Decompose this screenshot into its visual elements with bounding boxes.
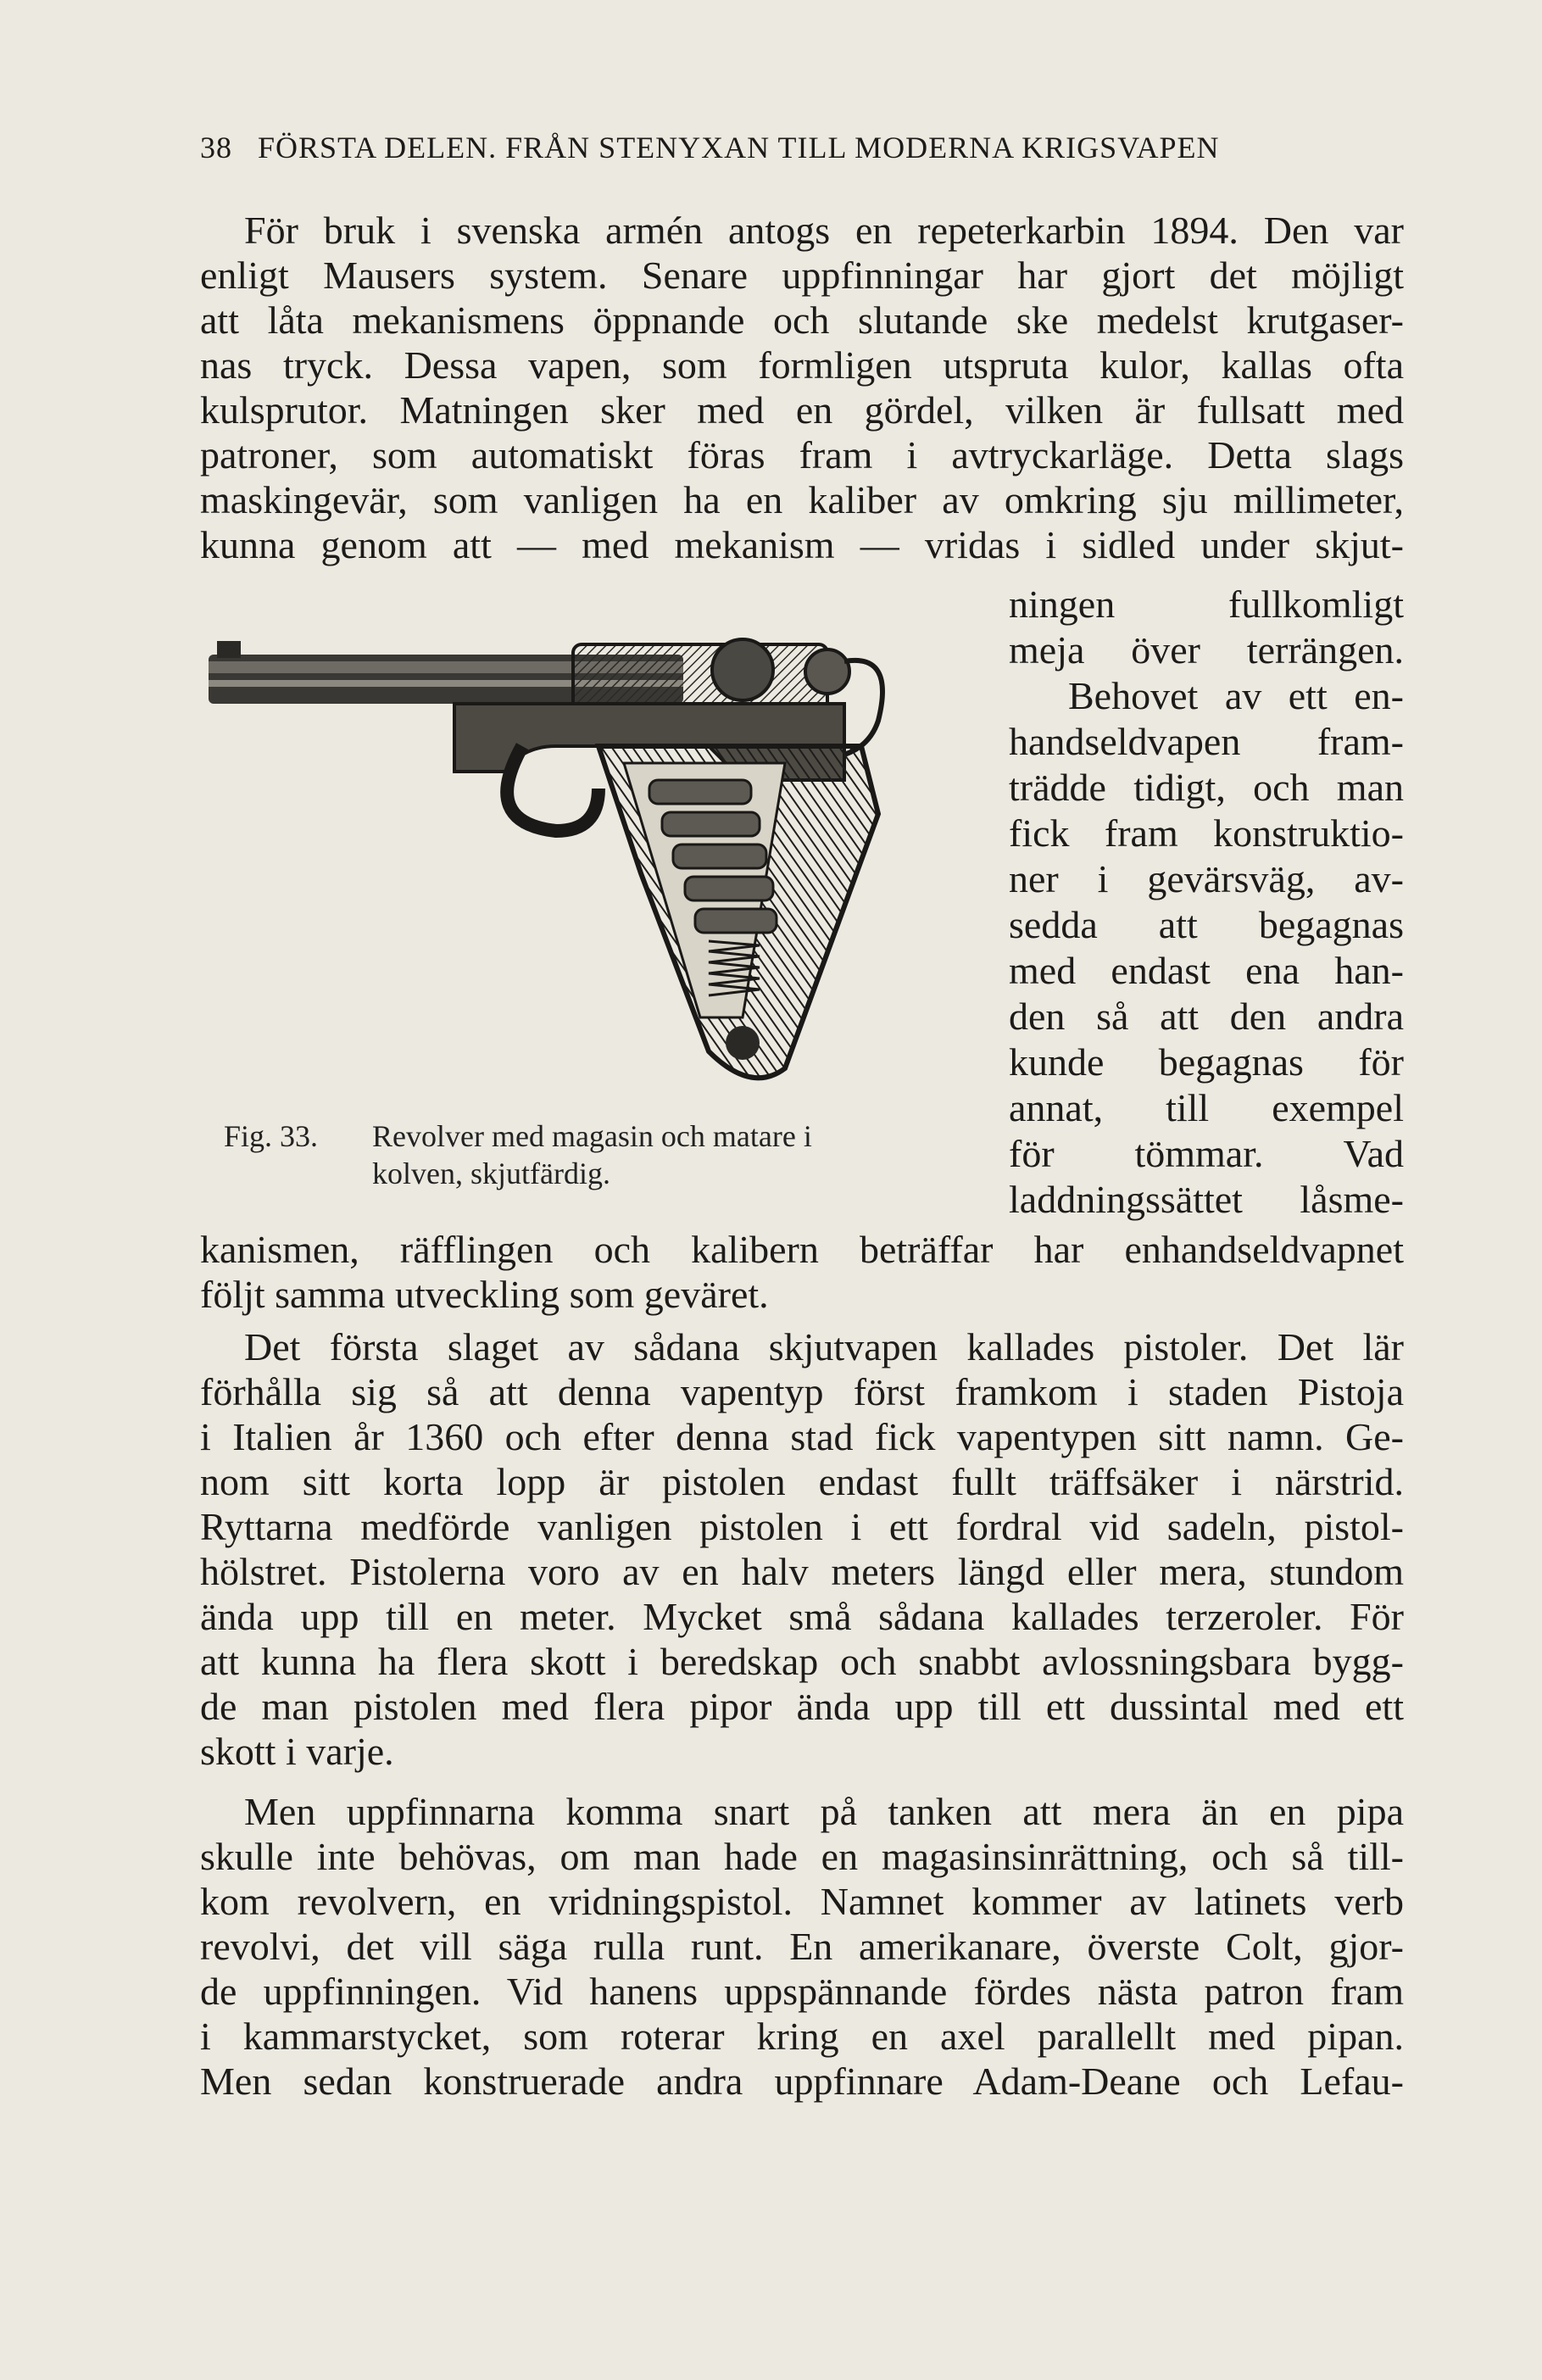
- text-line: fick fram konstruktio-: [1009, 811, 1404, 855]
- text-line: ända upp till en meter. Mycket små sådana kallades terzeroler. För: [200, 1595, 1404, 1638]
- caption-text: kolven, skjutfärdig.: [372, 1157, 610, 1190]
- text-line: förhålla sig så att denna vapentyp först framkom i staden Pistoja: [200, 1370, 1404, 1413]
- text-line: patroner, som automatiskt föras fram i avtryckarläge. Detta slags: [200, 433, 1404, 477]
- text-line: att låta mekanismens öppnande och slutande ske medelst krutgaser-: [200, 298, 1404, 342]
- text-line: med endast ena han-: [1009, 949, 1404, 992]
- text-line: att kunna ha flera skott i beredskap och snabbt avlossningsbara bygg-: [200, 1640, 1404, 1683]
- text-line: skulle inte behövas, om man hade en magasinsinrättning, och så till-: [200, 1835, 1404, 1878]
- text-line: skott i varje.: [200, 1730, 394, 1773]
- text-line: kulsprutor. Matningen sker med en gördel, vilken är fullsatt med: [200, 388, 1404, 432]
- text-line: den så att den andra: [1009, 995, 1404, 1038]
- figure-number: Fig. 33.: [224, 1119, 319, 1153]
- text-line: Det första slaget av sådana skjutvapen kallades pistoler. Det lär: [244, 1325, 1404, 1368]
- text-line: i Italien år 1360 och efter denna stad fick vapentypen sitt namn. Ge-: [200, 1415, 1404, 1458]
- text-line: ner i gevärsväg, av-: [1009, 857, 1404, 900]
- text-line: följt samma utveckling som geväret.: [200, 1273, 769, 1316]
- text-line: kom revolvern, en vridningspistol. Namnet kommer av latinets verb: [200, 1880, 1404, 1923]
- text-line: de uppfinningen. Vid hanens uppspännande fördes nästa patron fram: [200, 1970, 1404, 2013]
- text-line: Men uppfinnarna komma snart på tanken att mera än en pipa: [244, 1790, 1404, 1833]
- text-line: För bruk i svenska armén antogs en repeterkarbin 1894. Den var: [244, 209, 1404, 252]
- text-line: kunna genom att — med mekanism — vridas i sidled under skjut-: [200, 523, 1404, 566]
- text-line: hölstret. Pistolerna voro av en halv meters längd eller mera, stundom: [200, 1550, 1404, 1593]
- text-line: handseldvapen fram-: [1009, 720, 1404, 763]
- text-line: Men sedan konstruerade andra uppfinnare Adam-Deane och Lefau-: [200, 2060, 1404, 2103]
- text-line: annat, till exempel: [1009, 1086, 1404, 1129]
- figure: [200, 619, 946, 1190]
- text-line: nas tryck. Dessa vapen, som formligen utspruta kulor, kallas ofta: [200, 343, 1404, 387]
- text-line: kanismen, räfflingen och kalibern beträffar har enhandseldvapnet: [200, 1228, 1404, 1271]
- text-line: maskingevär, som vanligen ha en kaliber av omkring sju millimeter,: [200, 478, 1404, 521]
- pistol-cutaway-illustration: [200, 619, 946, 1094]
- text-line: trädde tidigt, och man: [1009, 766, 1404, 809]
- text-line: kunde begagnas för: [1009, 1040, 1404, 1084]
- text-line: nom sitt korta lopp är pistolen endast fullt träffsäker i närstrid.: [200, 1460, 1404, 1503]
- text-line: i kammarstycket, som roterar kring en axel parallellt med pipan.: [200, 2015, 1404, 2058]
- text-line: revolvi, det vill säga rulla runt. En amerikanare, överste Colt, gjor-: [200, 1925, 1404, 1968]
- running-header: [200, 127, 1404, 168]
- figure-caption: [224, 1118, 953, 1192]
- text-line: ningen fullkomligt: [1009, 582, 1404, 626]
- text-line: sedda att begagnas: [1009, 903, 1404, 946]
- text-line: Ryttarna medförde vanligen pistolen i ett fordral vid sadeln, pistol-: [200, 1505, 1404, 1548]
- running-title: FÖRSTA DELEN. FRÅN STENYXAN TILL MODERNA KRIGSVAPEN: [258, 131, 1220, 164]
- page-number: 38: [200, 131, 232, 164]
- text-line: för tömmar. Vad: [1009, 1132, 1404, 1175]
- text-line: meja över terrängen.: [1009, 628, 1404, 672]
- caption-text: Revolver med magasin och matare i: [372, 1119, 812, 1153]
- text-line: Behovet av ett en-: [1068, 674, 1404, 717]
- text-line: de man pistolen med flera pipor ända upp till ett dussintal med ett: [200, 1685, 1404, 1728]
- text-line: laddningssättet låsme-: [1009, 1178, 1404, 1221]
- text-line: enligt Mausers system. Senare uppfinningar har gjort det möjligt: [200, 254, 1404, 297]
